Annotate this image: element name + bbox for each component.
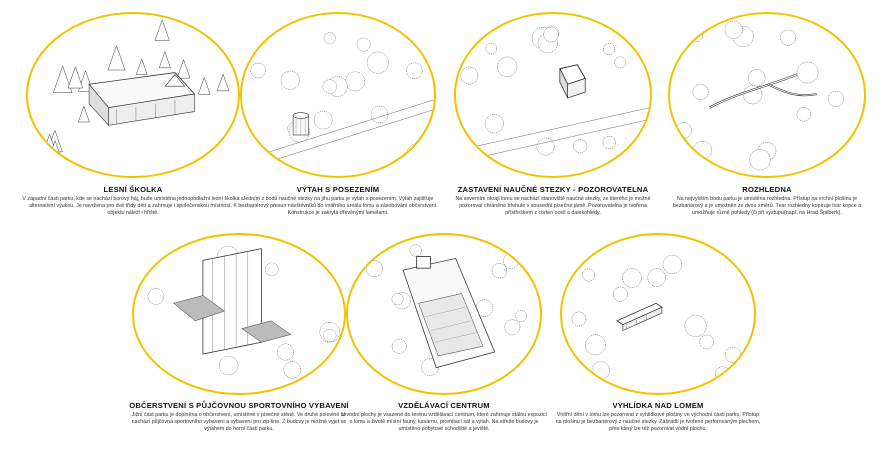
illustration-lesni-skolka xyxy=(26,12,240,178)
conifer-icon xyxy=(217,74,229,91)
conifer-icon xyxy=(159,52,170,68)
vignette-viewpoint-drawing xyxy=(562,235,754,393)
deciduous-tree-icon xyxy=(406,144,426,164)
caption-vytah-s-posezenim xyxy=(236,185,440,217)
deciduous-tree-icon xyxy=(693,141,711,159)
deciduous-tree-icon xyxy=(585,335,605,355)
deciduous-tree-icon xyxy=(461,67,478,84)
deciduous-tree-icon xyxy=(367,52,388,73)
conifer-icon xyxy=(78,106,89,122)
deciduous-tree-icon xyxy=(537,138,554,155)
vignette-education-center-drawing xyxy=(348,235,540,393)
text-vyhlidka-nad-lomem: Vnitřní dění v lomu lze pozorovat z vyhlídkové plošiny ve východní části parku. Přístup na plošinu je bezbariérový z naučné stezky. Zábradlí je tvořeno perforovaným plechem, přes který lze též pozorovat vodní plochu. xyxy=(555,412,761,433)
deciduous-tree-icon xyxy=(486,43,497,54)
deciduous-tree-icon xyxy=(663,255,682,274)
deciduous-tree-icon xyxy=(725,21,742,38)
deciduous-tree-icon xyxy=(251,63,266,78)
deciduous-tree-icon xyxy=(572,312,586,326)
text-pozorovatelna: Na severním okraji lomu se nachází stanoviště naučné stezky, ze kterého je možné pozorovat chráněné břehule v sousední písečné jámě. Pozorovatelna je tvořena přístřeškem z corten oceli a dalekohledy. xyxy=(455,196,651,217)
deciduous-tree-icon xyxy=(410,245,422,257)
deciduous-tree-icon xyxy=(748,70,765,87)
deciduous-tree-icon xyxy=(613,287,627,301)
caption-lesni-skolka xyxy=(20,185,246,217)
deciduous-tree-icon xyxy=(623,268,642,287)
title-obcerstveni: OBČERSTVENÍ S PŮJČOVNOU SPORTOVNÍHO VYBAVENÍ xyxy=(129,401,349,410)
deciduous-tree-icon xyxy=(219,356,238,375)
text-vytah-s-posezenim: Jedním z bodů naučné stezky na jihu parku je výtah s posezením. Výtah zajišťuje bezbariérový přesun návštěvníků do vnitřního areálu lomu a zásobování občerstvení. Konstrukce je zakrytá dřevěnými lamelami. xyxy=(238,196,438,217)
deciduous-tree-icon xyxy=(780,30,795,45)
deciduous-tree-icon xyxy=(828,91,844,107)
deciduous-tree-icon xyxy=(505,320,520,335)
deciduous-tree-icon xyxy=(371,106,388,123)
title-vytah-s-posezenim: VÝTAH S POSEZENÍM xyxy=(296,185,380,194)
caption-pozorovatelna xyxy=(450,185,656,217)
title-vyhlidka-nad-lomem: VYHLÍDKA NAD LOMEM xyxy=(612,401,704,410)
vignette-refreshment-drawing xyxy=(134,235,344,393)
deciduous-tree-icon xyxy=(497,57,517,77)
deciduous-tree-icon xyxy=(648,269,666,287)
deciduous-tree-icon xyxy=(574,139,587,152)
deciduous-tree-icon xyxy=(492,263,507,278)
deciduous-tree-icon xyxy=(323,80,337,94)
deciduous-tree-icon xyxy=(715,367,730,382)
title-pozorovatelna: ZASTAVENÍ NAUČNÉ STEZKY - POZOROVATELNA xyxy=(457,185,649,194)
illustration-vytah-s-posezenim xyxy=(240,12,436,178)
caption-rozhledna xyxy=(662,185,872,217)
vignette-lookout-tower-drawing xyxy=(670,14,864,176)
text-lesni-skolka: V západní části parku, kde se nachází borový háj, bude umístěna jednopodlažní lesní školka s alternativní výukou. Je navržena pro dvě třídy dětí a zahrnuje i společenskou místnost. K objektu náleží i hřiště. xyxy=(22,196,244,217)
deciduous-tree-icon xyxy=(277,344,293,360)
deciduous-tree-icon xyxy=(148,288,164,304)
deciduous-tree-icon xyxy=(676,123,692,139)
text-obcerstveni: Jižní část parku je doplněna o občerstvení, umístěné v písečné stěně. Ve druhé polovině se nachází půjčovna sportovního vybavení a vybavení pro zip-line. Z budovy je možné vyjet se výtahem do horní části parku. xyxy=(131,412,347,433)
vignette-forest-school-drawing xyxy=(28,14,238,176)
illustration-pozorovatelna xyxy=(454,12,652,178)
deciduous-tree-icon xyxy=(346,72,365,91)
text-vzdelavaci-centrum: U vodní plochy je vsazené do terénu vzdělávací centrum, které zahrnuje stálou expozici o lomu a životě místní fauny, kavárnu, promítací sál a výtah. Na střeše budovy je umístěno pobytové schodiště a jeviště. xyxy=(341,412,547,433)
deciduous-tree-icon xyxy=(366,261,382,277)
conifer-icon xyxy=(198,77,210,94)
conifer-icon xyxy=(177,60,190,78)
title-vzdelavaci-centrum: VZDĚLÁVACÍ CENTRUM xyxy=(398,401,490,410)
deciduous-tree-icon xyxy=(603,43,614,54)
caption-vyhlidka-nad-lomem xyxy=(554,401,762,433)
deciduous-tree-icon xyxy=(544,27,559,42)
deciduous-tree-icon xyxy=(603,136,616,149)
conifer-icon xyxy=(136,59,147,75)
deciduous-tree-icon xyxy=(750,149,771,170)
deciduous-tree-icon xyxy=(582,269,594,281)
deciduous-tree-icon xyxy=(615,57,626,68)
deciduous-tree-icon xyxy=(281,71,299,89)
caption-obcerstveni xyxy=(126,401,352,433)
conifer-icon xyxy=(68,67,83,88)
deciduous-tree-icon xyxy=(392,294,403,305)
deciduous-tree-icon xyxy=(693,84,708,99)
illustration-obcerstveni xyxy=(132,233,346,395)
deciduous-tree-icon xyxy=(700,335,714,349)
illustration-rozhledna xyxy=(668,12,866,178)
deciduous-tree-icon xyxy=(407,63,423,79)
deciduous-tree-icon xyxy=(690,29,703,42)
deciduous-tree-icon xyxy=(314,111,332,129)
deciduous-tree-icon xyxy=(265,263,278,276)
conifer-icon xyxy=(155,20,169,40)
deciduous-tree-icon xyxy=(392,339,406,353)
deciduous-tree-icon xyxy=(725,347,740,362)
illustration-vzdelavaci-centrum xyxy=(346,233,542,395)
deciduous-tree-icon xyxy=(474,20,491,37)
deciduous-tree-icon xyxy=(515,310,526,321)
text-rozhledna: Na nejvyšším bodu parku je umístěna rozhledna. Přístup na vrchní plošinu je bezbariérový a je umožněn ze dvou směrů. Tvar rozhledny kopíruje tvar kopce a umožňuje různé pohledy (či při výstupu(např. na Hrad Špilberk). xyxy=(672,196,862,217)
deciduous-tree-icon xyxy=(324,32,335,43)
deciduous-tree-icon xyxy=(592,362,610,380)
vignette-elevator-drawing xyxy=(242,14,434,176)
conifer-icon xyxy=(108,46,125,70)
title-lesni-skolka: LESNÍ ŠKOLKA xyxy=(103,185,163,194)
vignette-observation-point-drawing xyxy=(456,14,650,176)
deciduous-tree-icon xyxy=(284,361,301,378)
deciduous-tree-icon xyxy=(797,62,818,83)
deciduous-tree-icon xyxy=(797,107,811,121)
deciduous-tree-icon xyxy=(357,38,370,51)
caption-vzdelavaci-centrum xyxy=(340,401,548,433)
illustration-vyhlidka-nad-lomem xyxy=(560,233,756,395)
title-rozhledna: ROZHLEDNA xyxy=(742,185,792,194)
deciduous-tree-icon xyxy=(324,329,337,342)
conifer-icon xyxy=(53,66,72,93)
deciduous-tree-icon xyxy=(685,315,706,336)
deciduous-tree-icon xyxy=(503,253,518,268)
deciduous-tree-icon xyxy=(485,114,504,133)
